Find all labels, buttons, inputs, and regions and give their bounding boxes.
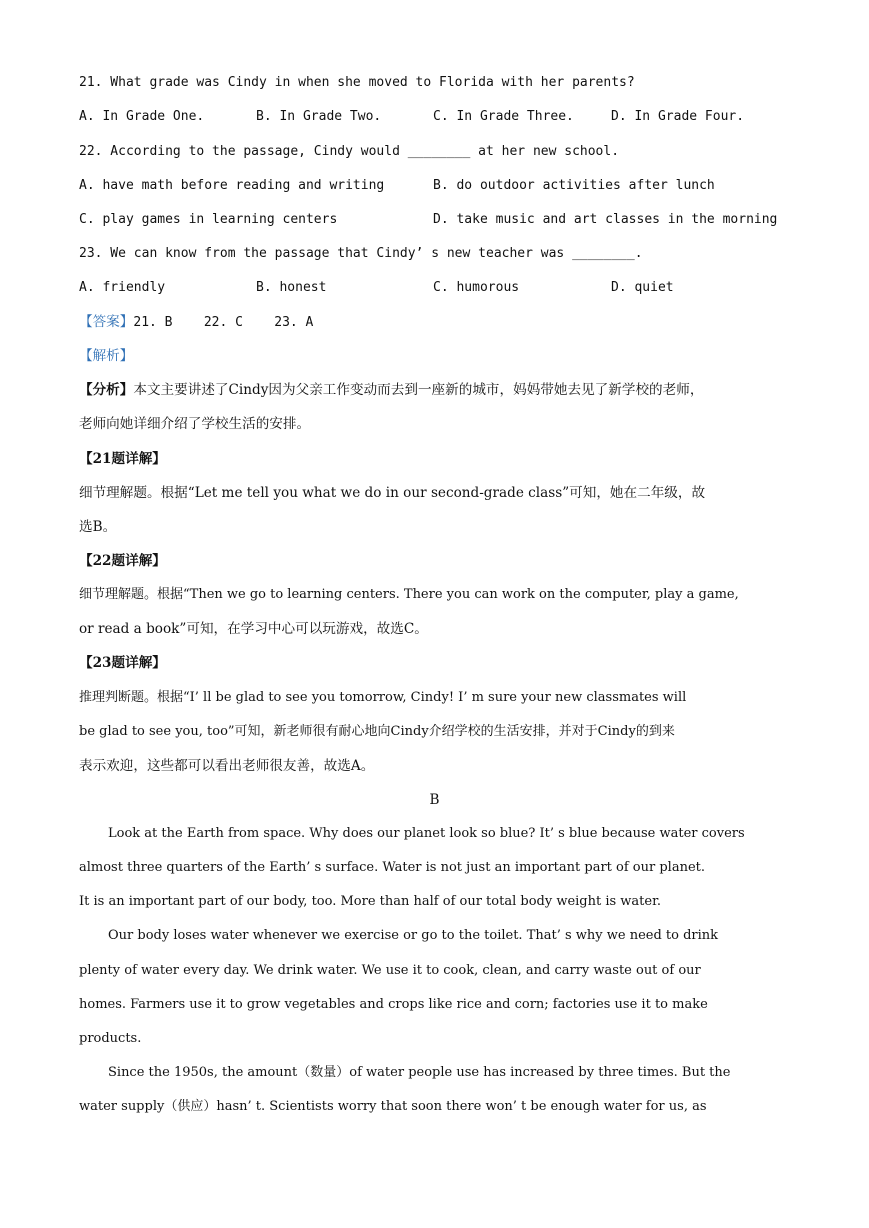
summary-label: 【分析】 bbox=[79, 382, 134, 398]
question-23: 23. We can know from the passage that Cindy’ s new teacher was ________. bbox=[79, 246, 643, 261]
analysis-label: 【解析】 bbox=[79, 348, 134, 364]
summary-line-2: 老师向她详细介绍了学校生活的安排。 bbox=[79, 416, 311, 432]
detail-21-heading: 【21题详解】 bbox=[79, 451, 166, 467]
passage-p1-line-1: Look at the Earth from space. Why does our planet look so blue? It’ s blue because water covers bbox=[108, 826, 745, 841]
passage-p2-line-3: homes. Farmers use it to grow vegetables and crops like rice and corn; factories use it to make bbox=[79, 997, 708, 1012]
question-22: 22. According to the passage, Cindy would ________ at her new school. bbox=[79, 144, 620, 159]
passage-p3-line-1: Since the 1950s, the amount（数量）of water people use has increased by three times. But the bbox=[108, 1065, 731, 1080]
question-21: 21. What grade was Cindy in when she moved to Florida with her parents? bbox=[79, 75, 635, 90]
q21-option-a: A. In Grade One. bbox=[79, 109, 205, 124]
passage-p3-line-2: water supply（供应）hasn’ t. Scientists worry that soon there won’ t be enough water for us, as bbox=[79, 1099, 707, 1114]
detail-23-line-3: 表示欢迎，这些都可以看出老师很友善，故选A。 bbox=[79, 758, 375, 774]
q23-option-c: C. humorous bbox=[433, 280, 520, 295]
summary-text: 本文主要讲述了Cindy因为父亲工作变动而去到一座新的城市，妈妈带她去见了新学校的老师， bbox=[133, 382, 704, 398]
q23-option-d: D. quiet bbox=[611, 280, 674, 295]
detail-21-line-2: 选B。 bbox=[79, 519, 117, 535]
detail-23-line-1: 推理判断题。根据“I’ ll be glad to see you tomorrow, Cindy! I’ m sure your new classmates will bbox=[79, 690, 687, 705]
q22-option-d: D. take music and art classes in the morning bbox=[433, 212, 778, 227]
detail-23-heading: 【23题详解】 bbox=[79, 655, 166, 671]
answer-line bbox=[79, 312, 791, 333]
detail-22-line-1: 细节理解题。根据“Then we go to learning centers. There you can work on the computer, play a game, bbox=[79, 587, 739, 602]
q22-option-a: A. have math before reading and writing bbox=[79, 178, 385, 193]
passage-p2-line-1: Our body loses water whenever we exercise or go to the toilet. That’ s why we need to drink bbox=[108, 928, 719, 943]
q23-option-a: A. friendly bbox=[79, 280, 166, 295]
summary-line-1 bbox=[79, 380, 791, 400]
passage-p2-line-2: plenty of water every day. We drink water. We use it to cook, clean, and carry waste out of our bbox=[79, 963, 701, 978]
q23-option-b: B. honest bbox=[256, 280, 327, 295]
q21-option-d: D. In Grade Four. bbox=[611, 109, 745, 124]
passage-p1-line-2: almost three quarters of the Earth’ s surface. Water is not just an important part of our planet. bbox=[79, 860, 705, 875]
q22-option-c: C. play games in learning centers bbox=[79, 212, 338, 227]
detail-22-heading: 【22题详解】 bbox=[79, 553, 166, 569]
detail-23-line-2: be glad to see you, too”可知，新老师很有耐心地向Cindy介绍学校的生活安排，并对于Cindy的到来 bbox=[79, 724, 675, 739]
q22-option-b: B. do outdoor activities after lunch bbox=[433, 178, 715, 193]
section-b-title: B bbox=[429, 792, 440, 808]
q21-option-b: B. In Grade Two. bbox=[256, 109, 382, 124]
answer-label: 【答案】 bbox=[79, 314, 134, 330]
answer-text: 21. B 22. C 23. A bbox=[133, 315, 314, 330]
detail-21-line-1: 细节理解题。根据“Let me tell you what we do in our second-grade class”可知，她在二年级，故 bbox=[79, 485, 706, 501]
q21-option-c: C. In Grade Three. bbox=[433, 109, 574, 124]
passage-p1-line-3: It is an important part of our body, too. More than half of our total body weight is water. bbox=[79, 894, 662, 909]
passage-p2-line-4: products. bbox=[79, 1031, 142, 1046]
detail-22-line-2: or read a book”可知，在学习中心可以玩游戏，故选C。 bbox=[79, 621, 428, 637]
